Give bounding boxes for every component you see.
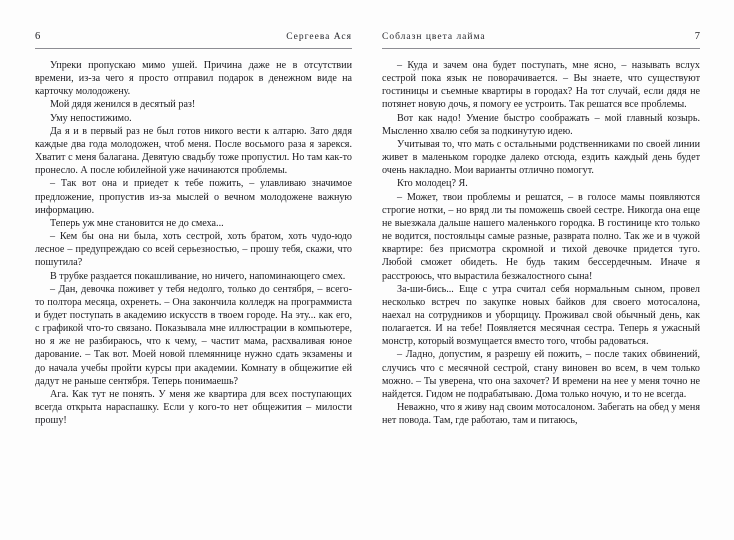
paragraph: За-ши-бись... Еще с утра считал себя нормальным сыном, провел несколько встреч по закупке новых байков для своего мотосалона, наехал на сотрудников и уборщицу. Проживал свой обычный день, как полагается. И на тебе! Появляется месячная сестра. Теперь я ужасный монстр, который возмущается вместо того, чтобы радоваться.	[382, 283, 700, 348]
paragraph: Упреки пропускаю мимо ушей. Причина даже не в отсутствии времени, из-за чего я просто отправил подарок в денежном виде на карточку молодожену.	[35, 60, 352, 98]
body-text-right	[382, 59, 700, 427]
running-head-left	[35, 31, 352, 45]
body-text-left	[35, 59, 352, 427]
paragraph: Да я и в первый раз не был готов никого вести к алтарю. Зато дядя каждые два года молодожен, чтоб меня. После восьмого раза я зарекся. Хватит с меня балагана. Девятую свадьбу тоже пропустил. Но там как-то пронесло. А после юбилейной уже начинаются проблемы.	[35, 125, 352, 177]
paragraph: – Так вот она и приедет к тебе пожить, – улавливаю значимое предложение, пропустив из-за мыслей о вечном молодожене важную информацию.	[35, 178, 352, 216]
page-right	[367, 0, 734, 540]
paragraph: В трубке раздается покашливание, но ничего, напоминающего смех.	[50, 270, 346, 282]
paragraph: – Куда и зачем она будет поступать, мне ясно, – называть вслух сестрой пока язык не поворачивается. – Вы знаете, что существуют гостиницы и съемные квартиры в городах? На тот случай, если дядя не потянет новую дочь, я помогу ее устроить. Так решатся все проблемы.	[382, 60, 700, 111]
page-number-right: 7	[694, 31, 700, 42]
page-number-left: 6	[35, 31, 41, 42]
paragraph: Учитывая то, что мать с остальными родственниками по своей линии живет в маленьком городке далеко отсюда, ездить каждый день будет очень накладно. Мои варианты отлично помогут.	[382, 138, 700, 177]
paragraph: Мой дядя женился в десятый раз!	[50, 99, 196, 111]
header-rule-left	[35, 48, 352, 49]
paragraph: Неважно, что я живу над своим мотосалоном. Забегать на обед у меня нет повода. Там, где работаю, там и питаюсь,	[382, 402, 700, 427]
paragraph: – Кем бы она ни была, хоть сестрой, хоть братом, хоть чудо-юдо лесное – предупреждаю со всей серьезностью, – прошу тебя, скажи, что пошутила?	[35, 231, 352, 269]
paragraph: Вот как надо! Умение быстро соображать – мой главный козырь. Мысленно хвалю себя за подкинутую идею.	[382, 112, 700, 137]
paragraph: – Дан, девочка поживет у тебя недолго, только до сентября, – всего-то полтора месяца, охренеть. – Она закончила колледж на программиста и будет поступать в академию искусств в твоем городе. На эту... как его, с графикой что-то связано. Показывала мне иллюстрации в компьютере, но я же не разбираюсь, что к чему, – частит мама, расхваливая юное дарование. – Так вот. Моей новой племяннице нужно сдать экзамены и до начала учебы пройти курсы при академии. Комнату в общежитие ей дадут не раньше сентября. Теперь понимаешь?	[35, 283, 352, 387]
running-head-title-left: Сергеева Ася	[286, 32, 352, 42]
running-head-title-right: Соблазн цвета лайма	[382, 32, 486, 42]
paragraph: Уму непостижимо.	[50, 112, 132, 124]
paragraph: – Может, твои проблемы и решатся, – в голосе мамы появляются строгие нотки, – но вряд ли ты поможешь своей сестре. Никогда она еще не выезжала дальше нашего маленького городка. В гостинице кто только не водится, постояльцы самые разные, разврата полно. Так же и в чужой квартире: без присмотра скромной и тихой девочке придется туго. Любой сможет обидеть. Не будь таким бессердечным. Иначе я расстроюсь, что вырастила безжалостного сына!	[382, 191, 700, 282]
running-head-right	[382, 31, 700, 45]
paragraph: Кто молодец? Я.	[397, 178, 468, 190]
paragraph: Теперь уж мне становится не до смеха...	[50, 217, 224, 229]
header-rule-right	[382, 48, 700, 49]
paragraph: Ага. Как тут не понять. У меня же квартира для всех поступающих всегда открыта нараспашку. Если у кого-то нет общежития – милости прошу!	[35, 388, 352, 427]
paragraph: – Ладно, допустим, я разрешу ей пожить, – после таких обвинений, случись что с месячной сестрой, стану виновен во всем, в чем только можно. – Ты уверена, что она захочет? И времени на нее у меня точно не найдется. Гидом не подрабатываю. Дома только ночую, и то не всегда.	[382, 349, 700, 400]
